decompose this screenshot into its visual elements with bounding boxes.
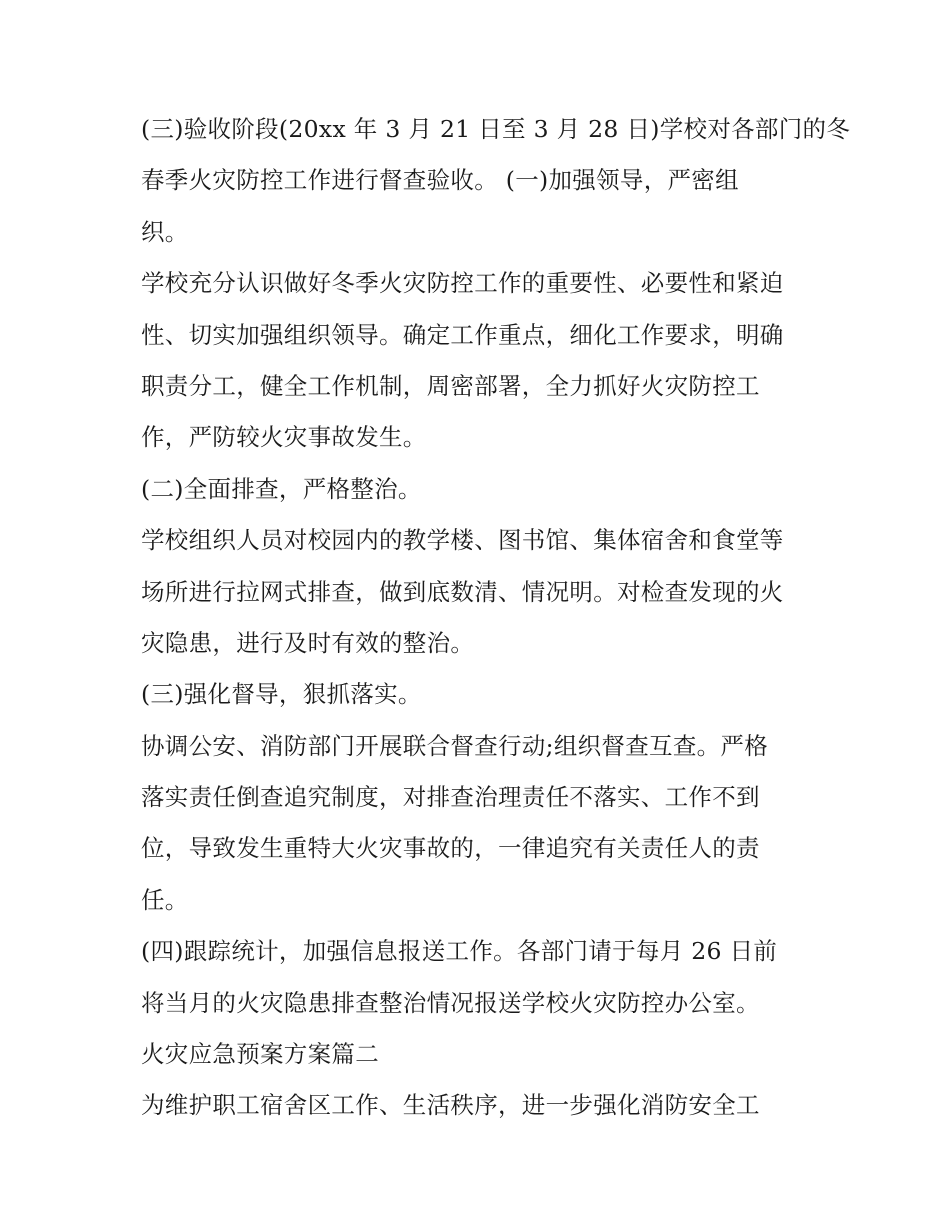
text-line: 学校充分认识做好冬季火灾防控工作的重要性、必要性和紧迫 xyxy=(141,269,784,298)
text-line: 作，严防较火灾事故发生。 xyxy=(141,423,427,452)
text-line: 春季火灾防控工作进行督查验收。 (一)加强领导，严密组 xyxy=(141,166,739,195)
text-line: 场所进行拉网式排查，做到底数清、情况明。对检查发现的火 xyxy=(141,577,784,606)
text-line: 任。 xyxy=(141,885,189,914)
text-line: 性、切实加强组织领导。确定工作重点，细化工作要求，明确 xyxy=(141,320,784,349)
text-line: (四)跟踪统计，加强信息报送工作。各部门请于每月 26 日前 xyxy=(141,937,778,966)
text-line: 将当月的火灾隐患排查整治情况报送学校火灾防控办公室。 xyxy=(141,988,760,1017)
document-body xyxy=(141,104,851,1132)
section-heading: (二)全面排查，严格整治。 xyxy=(141,474,422,503)
chapter-title: 火灾应急预案方案篇二 xyxy=(141,1040,379,1069)
text-line: 落实责任倒查追究制度，对排查治理责任不落实、工作不到 xyxy=(141,783,760,812)
text-line: 织。 xyxy=(141,217,189,246)
text-line: 学校组织人员对校园内的教学楼、图书馆、集体宿舍和食堂等 xyxy=(141,526,784,555)
text-line: 为维护职工宿舍区工作、生活秩序，进一步强化消防安全工 xyxy=(141,1091,760,1120)
text-line: 协调公安、消防部门开展联合督查行动;组织督查互查。严格 xyxy=(141,731,769,760)
text-line: 位，导致发生重特大火灾事故的，一律追究有关责任人的责 xyxy=(141,834,760,863)
text-line: 职责分工，健全工作机制，周密部署，全力抓好火灾防控工 xyxy=(141,371,760,400)
text-line: (三)验收阶段(20xx 年 3 月 21 日至 3 月 28 日)学校对各部门的冬 xyxy=(141,115,851,143)
section-heading: (三)强化督导，狠抓落实。 xyxy=(141,680,422,709)
text-line: 灾隐患，进行及时有效的整治。 xyxy=(141,628,475,657)
